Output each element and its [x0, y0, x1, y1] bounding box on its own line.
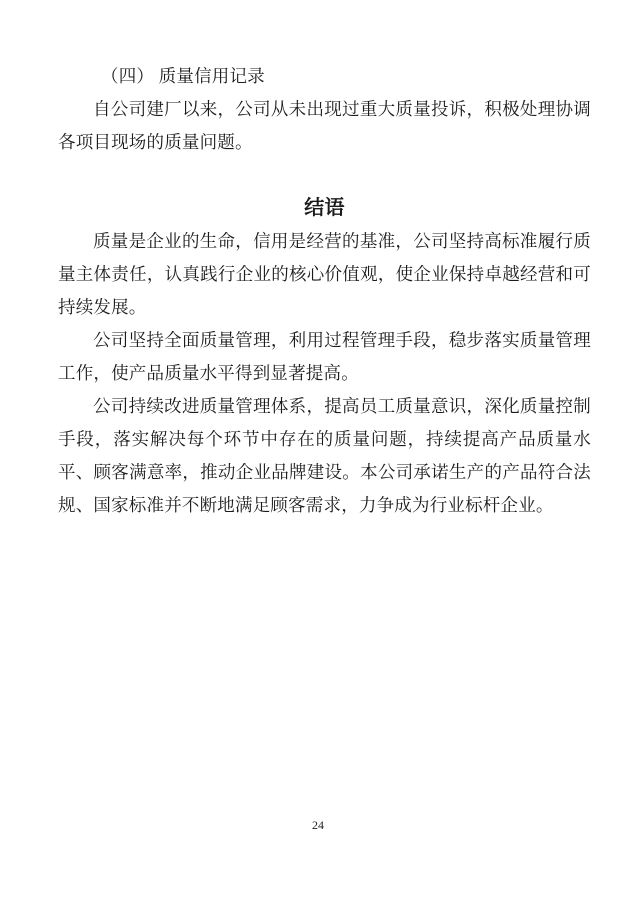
- conclusion-paragraph-1: 质量是企业的生命，信用是经营的基准，公司坚持高标准履行质量主体责任，认真践行企业的核心价值观，使企业保持卓越经营和可持续发展。: [58, 231, 591, 317]
- page-number: 24: [312, 818, 324, 832]
- conclusion-paragraph-3: 公司持续改进质量管理体系，提高员工质量意识，深化质量控制手段，落实解决每个环节中存在的质量问题，持续提高产品质量水平、顾客满意率，推动企业品牌建设。本公司承诺生产的产品符合法规、国家标准并不断地满足顾客需求，力争成为行业标杆企业。: [58, 396, 591, 515]
- paragraph-quality-credit: 自公司建厂以来，公司从未出现过重大质量投诉，积极处理协调各项目现场的质量问题。: [58, 99, 591, 152]
- section-heading-quality-credit-record: （四） 质量信用记录: [101, 66, 265, 86]
- page-content: [58, 60, 591, 522]
- conclusion-paragraph-2: 公司坚持全面质量管理，利用过程管理手段，稳步落实质量管理工作，使产品质量水平得到显著提高。: [58, 330, 591, 383]
- conclusion-title: 结语: [304, 197, 345, 219]
